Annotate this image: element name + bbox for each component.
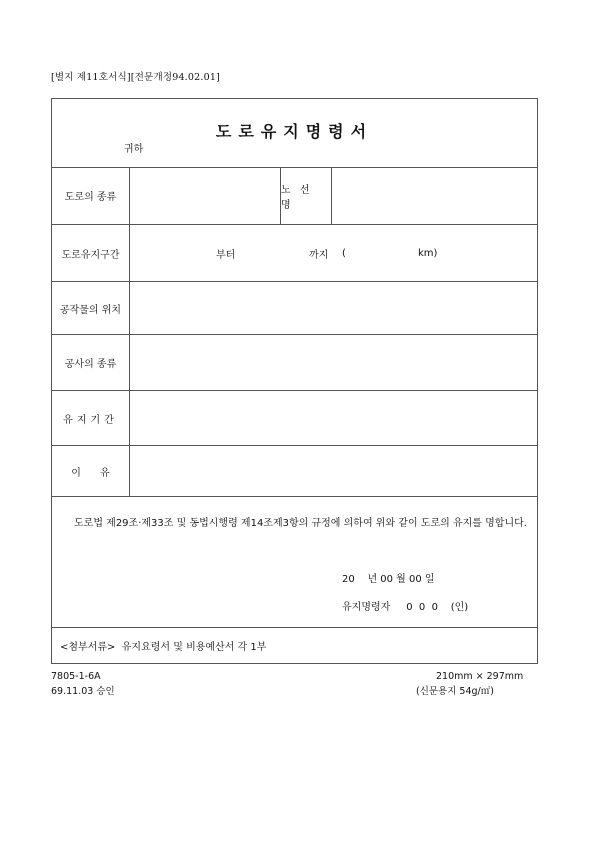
form-header-note: [별지 제11호서식][전문개정94.02.01] [51,72,221,83]
section-from-text: 부터 [216,249,236,261]
maintenance-section-label: 도로유지구간 [52,225,130,281]
form-code: 7805-1-6A [51,671,101,682]
recipient-suffix: 귀하 [124,144,144,155]
title-block [52,99,537,168]
paper-size: 210mm × 297mm [436,671,524,682]
section-length-unit: km) [418,247,438,259]
maintenance-section-row [52,225,537,282]
route-name-label: 노 선 명 [280,167,332,224]
structure-location-row [52,282,537,335]
issue-date-line: 20 년 00 월 00 일 [342,574,435,585]
maintenance-period-field[interactable] [130,391,537,445]
construction-type-field[interactable] [130,335,537,390]
reason-field[interactable] [130,446,537,496]
attachments-text: <첨부서류> 유지요령서 및 비용예산서 각 1부 [60,642,267,653]
road-type-label: 도로의 종류 [52,167,130,224]
section-to-text: 까지 [309,249,329,261]
reason-label: 이 유 [52,446,130,496]
road-type-field[interactable] [130,167,279,224]
construction-type-label: 공사의 종류 [52,335,130,390]
road-type-row [52,167,537,225]
document-title: 도로유지명령서 [215,122,374,141]
maintenance-period-row [52,391,537,446]
section-length-open: ( [342,247,346,259]
construction-type-row [52,335,537,391]
maintenance-section-field[interactable] [130,225,537,281]
structure-location-label: 공작물의 위치 [52,282,130,334]
reason-row [52,446,537,497]
approval-date: 69.11.03 승인 [51,686,115,697]
issuer-signature-line: 유지명령자 0 0 0 (인) [342,602,469,613]
maintenance-order-form [51,98,538,664]
order-statement: 도로법 제29조·제33조 및 동법시행령 제14조제3항의 규정에 의하여 위와 같이 도로의 유지를 명합니다. [74,518,527,529]
paper-spec: (신문용지 54g/㎡) [416,686,494,697]
maintenance-period-label: 유지기간 [52,391,130,445]
order-statement-block [52,497,537,628]
route-name-field[interactable] [331,167,537,224]
structure-location-field[interactable] [130,282,537,334]
attachments-row [52,628,537,663]
